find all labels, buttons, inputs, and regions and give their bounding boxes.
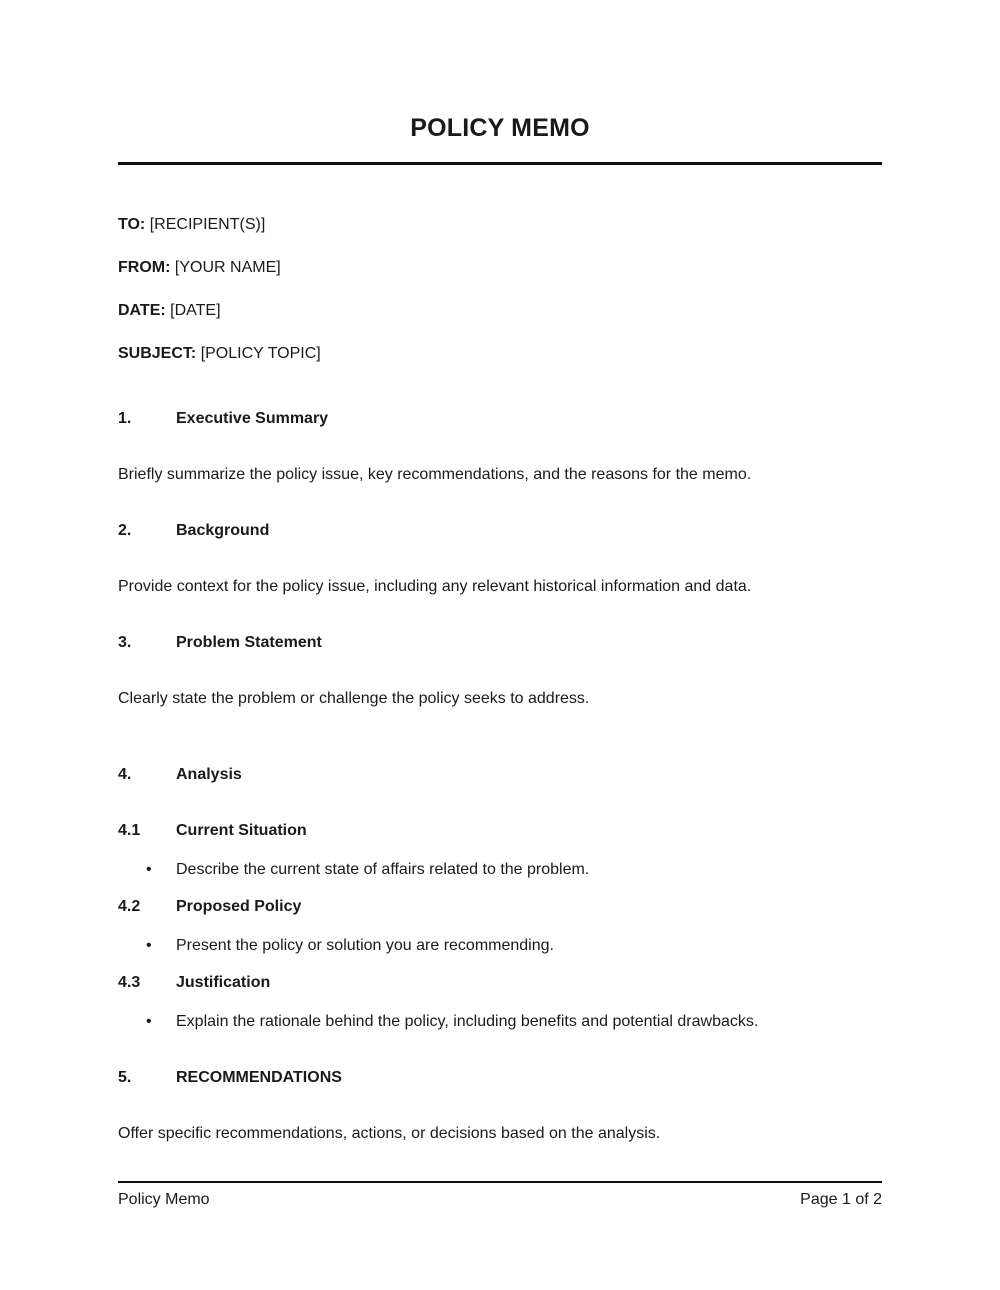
section-title: Current Situation xyxy=(176,822,307,839)
from-value: [YOUR NAME] xyxy=(174,259,281,276)
subject-label: SUBJECT: xyxy=(118,345,197,362)
subsection-heading-proposed-policy xyxy=(118,898,301,916)
footer-divider xyxy=(118,1181,882,1183)
from-field xyxy=(118,259,281,277)
list-item xyxy=(146,937,554,955)
section-heading-executive-summary xyxy=(118,410,328,428)
section-title: Justification xyxy=(176,974,271,991)
recommendations-text: Offer specific recommendations, actions, or decisions based on the analysis. xyxy=(118,1125,661,1142)
section-number: 1. xyxy=(118,410,132,427)
section-heading-problem-statement xyxy=(118,634,322,652)
list-item xyxy=(146,1013,758,1031)
date-field xyxy=(118,302,221,320)
section-title: Problem Statement xyxy=(176,634,322,651)
document-title: POLICY MEMO xyxy=(410,114,590,142)
subsection-heading-justification xyxy=(118,974,270,992)
section-number: 4.1 xyxy=(118,822,141,839)
to-value: [RECIPIENT(S)] xyxy=(149,216,266,233)
to-label: TO: xyxy=(118,216,146,233)
list-item-text: Describe the current state of affairs related to the problem. xyxy=(176,861,590,878)
section-number: 4. xyxy=(118,766,132,783)
section-heading-background xyxy=(118,522,269,540)
list-item-text: Explain the rationale behind the policy, including benefits and potential drawbacks. xyxy=(176,1013,759,1030)
section-number: 5. xyxy=(118,1069,132,1086)
section-number: 4.2 xyxy=(118,898,141,915)
bullet-icon: • xyxy=(146,861,152,878)
section-number: 4.3 xyxy=(118,974,141,991)
bullet-icon: • xyxy=(146,937,152,954)
section-title: RECOMMENDATIONS xyxy=(176,1069,342,1086)
list-item-text: Present the policy or solution you are recommending. xyxy=(176,937,554,954)
background-text: Provide context for the policy issue, including any relevant historical information and data. xyxy=(118,578,752,595)
subject-value: [POLICY TOPIC] xyxy=(200,345,321,362)
date-value: [DATE] xyxy=(170,302,221,319)
subject-field xyxy=(118,345,321,363)
section-title: Background xyxy=(176,522,270,539)
section-number: 3. xyxy=(118,634,132,651)
subsection-heading-current-situation xyxy=(118,822,307,840)
executive-summary-text: Briefly summarize the policy issue, key recommendations, and the reasons for the memo. xyxy=(118,466,752,483)
date-label: DATE: xyxy=(118,302,166,319)
problem-statement-text: Clearly state the problem or challenge the policy seeks to address. xyxy=(118,690,590,707)
from-label: FROM: xyxy=(118,259,171,276)
footer-document-name: Policy Memo xyxy=(118,1191,210,1208)
section-title: Executive Summary xyxy=(176,410,329,427)
section-number: 2. xyxy=(118,522,132,539)
section-heading-analysis xyxy=(118,766,242,784)
list-item xyxy=(146,861,589,879)
footer-page-number: Page 1 of 2 xyxy=(800,1191,882,1208)
to-field xyxy=(118,216,265,234)
title-divider xyxy=(118,162,882,165)
bullet-icon: • xyxy=(146,1013,152,1030)
section-title: Proposed Policy xyxy=(176,898,302,915)
section-heading-recommendations xyxy=(118,1069,342,1087)
section-title: Analysis xyxy=(176,766,242,783)
